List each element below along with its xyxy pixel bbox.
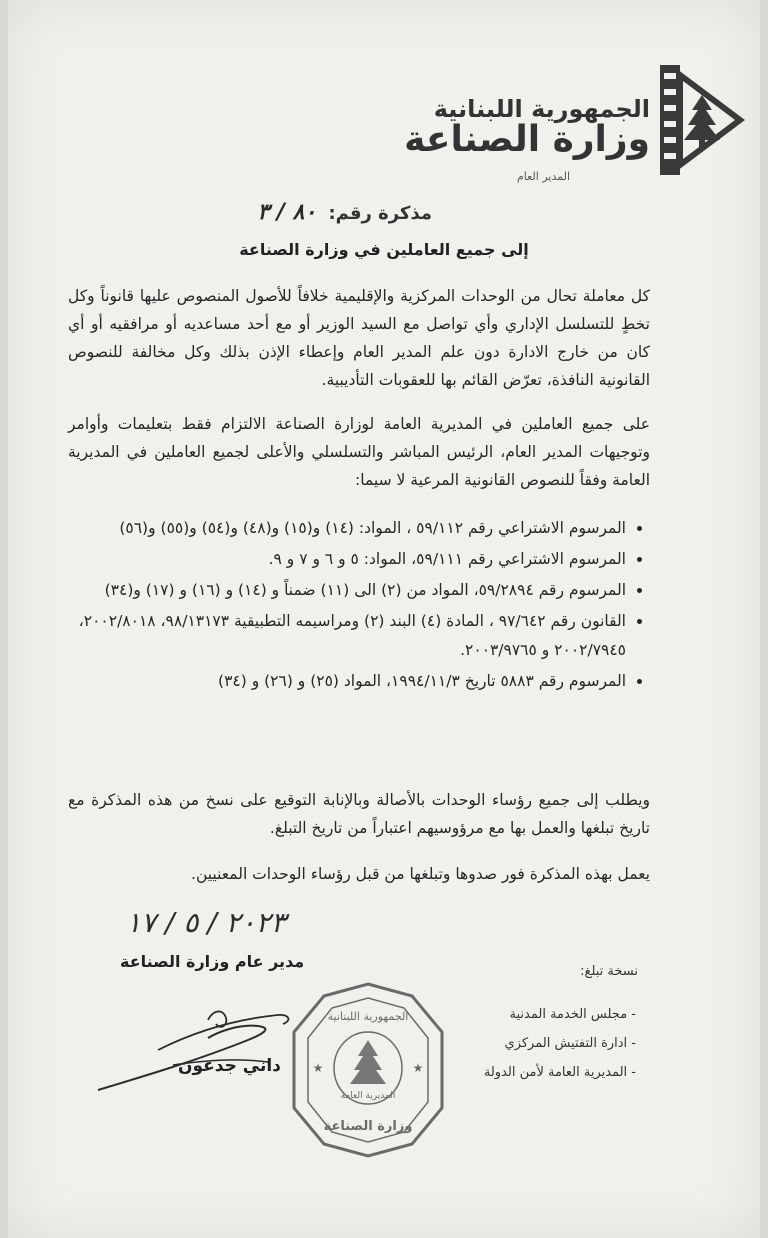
handwritten-signature <box>88 990 308 1100</box>
list-item: • المرسوم الاشتراعي رقم ٥٩/١١٢ ، المواد: (١٤) و(١٥) و(٤٨) و(٥٤) و(٥٥) و(٥٦) <box>66 514 626 543</box>
memo-number <box>257 200 432 225</box>
director-label: المدير العام <box>516 170 570 183</box>
memo-label: مذكرة رقم: <box>328 203 432 224</box>
list-item: - مجلس الخدمة المدنية <box>484 1000 636 1029</box>
memo-number-value: ٨٠ / ٣ <box>257 200 317 225</box>
stamp-top-text: الجمهورية اللبنانية <box>327 1010 409 1023</box>
list-item: • المرسوم رقم ٥٩/٢٨٩٤، المواد من (٢) الى (١١) ضمناً و (١٤) و (١٦) و (١٧) و(٣٤) <box>66 576 626 605</box>
paragraph-4: يعمل بهذه المذكرة فور صدوها وتبلغها من قبل رؤساء الوحدات المعنيين. <box>191 865 650 883</box>
svg-text:★: ★ <box>312 1061 324 1075</box>
ministry-emblem-icon <box>640 55 750 185</box>
copies-title: نسخة تبلغ: <box>580 964 638 979</box>
stamp-middle-text: المديرية العامة <box>340 1091 396 1101</box>
official-stamp <box>288 980 448 1160</box>
signatory-name: داني جدعون <box>178 1056 281 1076</box>
republic-name: الجمهورية اللبنانية <box>433 95 650 123</box>
paragraph-2: على جميع العاملين في المديرية العامة لوزارة الصناعة الالتزام فقط بتعليمات وأوامر وتوجيهات المدير العام، الرئيس المباشر والتسلسلي والأعلى لجميع العاملين في المديرية العامة وفقاً للنصوص القانونية المرعية لا سيما: <box>68 415 650 489</box>
list-item: - ادارة التفتيش المركزي <box>484 1029 636 1058</box>
document-page <box>8 0 760 1238</box>
memo-addressee: إلى جميع العاملين في وزارة الصناعة <box>239 240 529 259</box>
list-item: • المرسوم رقم ٥٨٨٣ تاريخ ١٩٩٤/١١/٣، المواد (٢٥) و (٢٦) و (٣٤) <box>66 667 626 696</box>
list-item: • المرسوم الاشتراعي رقم ٥٩/١١١، المواد: ٥ و ٦ و ٧ و ٩. <box>66 545 626 574</box>
copies-list <box>484 1000 636 1087</box>
signature-date: ٢٠٢٣ / ٥ / ١٧ <box>126 906 286 939</box>
signatory-title: مدير عام وزارة الصناعة <box>120 952 305 971</box>
letterhead <box>404 95 650 160</box>
ministry-name: وزارة الصناعة <box>404 119 650 160</box>
list-item: - المديرية العامة لأمن الدولة <box>484 1058 636 1087</box>
svg-text:★: ★ <box>412 1061 424 1075</box>
laws-list <box>66 514 648 698</box>
list-item: • القانون رقم ٩٧/٦٤٢ ، المادة (٤) البند (٢) ومراسيمه التطبيقية ٩٨/١٣١٧٣، ٢٠٠٢/٨٠١٨، ٢٠٠٢/٧٩٤٥ و ٢٠٠٣/٩٧٦٥. <box>66 607 626 665</box>
stamp-bottom-text: وزارة الصناعة <box>323 1119 413 1134</box>
paragraph-1: كل معاملة تحال من الوحدات المركزية والإقليمية خلافاً للأصول المنصوص عليها قانوناً وكل تخطٍ للتسلسل الإداري وأي تواصل مع السيد الوزير أو مع أحد مساعديه أو مرافقيه أو أي كان من خارج الادارة دون علم المدير العام وإعطاء الإذن بذلك وكل مخالفة للنصوص القانونية النافذة، تعرّض القائم بها للعقوبات التأديبية. <box>68 287 650 389</box>
paragraph-3: ويطلب إلى جميع رؤساء الوحدات بالأصالة وبالإنابة التوقيع على نسخ من هذه المذكرة مع تاريخ تبلغها والعمل بها مع مرؤوسيهم اعتباراً من تاريخ التبلغ. <box>68 791 650 837</box>
